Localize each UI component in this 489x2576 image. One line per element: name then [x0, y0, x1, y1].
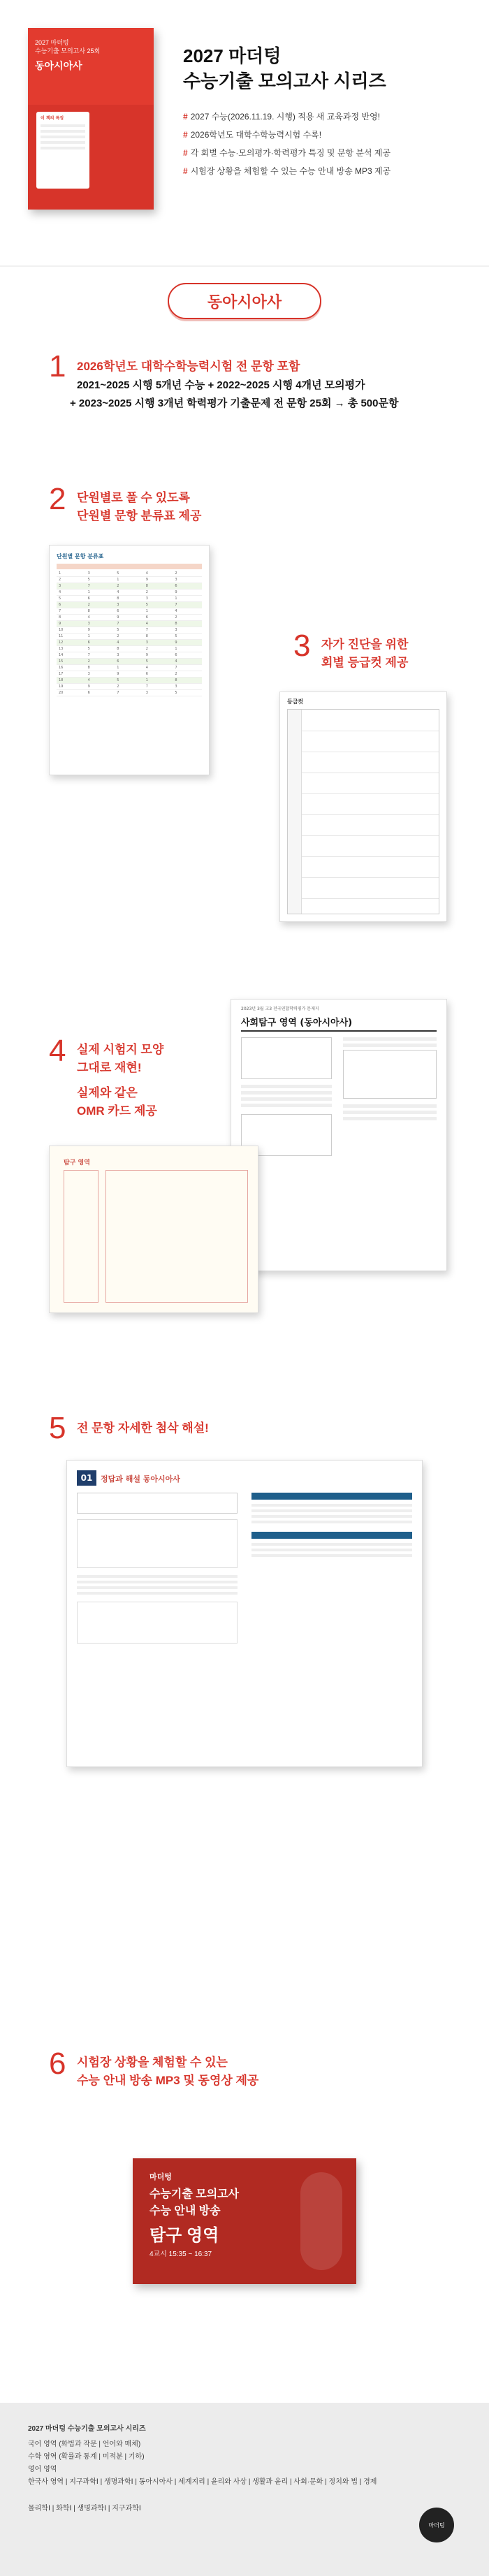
series-title: 수능기출 모의고사 시리즈 — [183, 71, 386, 92]
section-1-body-1: 2021~2025 시행 5개년 수능 + 2022~2025 시행 4개년 모의평가 — [77, 379, 365, 391]
feature-2-text: 2026학년도 대학수학능력시험 수록! — [190, 130, 322, 140]
feature-4 — [183, 165, 391, 177]
grade-cut-title: 등급컷 — [287, 698, 304, 705]
promo-line-2: 수능기출 모의고사 — [149, 2188, 240, 2200]
solution-badge: 01 — [77, 1470, 96, 1486]
feature-1-text: 2027 수능(2026.11.19. 시행) 적용 새 교육과정 반영! — [190, 112, 380, 122]
section-2-title: 단원별로 풀 수 있도록 — [77, 491, 190, 504]
section-4-number: 4 — [49, 1034, 66, 1068]
book-line-1: 2027 마더텅 — [35, 39, 69, 46]
solution-page-mock — [66, 1460, 423, 1767]
unit-table-mock — [49, 545, 210, 775]
promo-line-4: 탐구 영역 — [149, 2226, 219, 2245]
footer-line-4: 영어 영역 — [28, 2466, 57, 2473]
footer-line-6: 물리학Ⅰ | 화학Ⅰ | 생명과학Ⅰ | 지구과학Ⅰ — [28, 2505, 141, 2512]
section-5-number: 5 — [49, 1411, 66, 1445]
section-1-number: 1 — [49, 349, 66, 383]
hash-icon: # — [183, 112, 188, 122]
book-line-2: 수능기출 모의고사 25회 — [35, 47, 101, 54]
promo-line-1: 마더텅 — [149, 2173, 172, 2181]
section-6-title: 시험장 상황을 체험할 수 있는 — [77, 2056, 228, 2069]
book-cover — [28, 28, 154, 210]
feature-3 — [183, 147, 391, 159]
publisher-logo: 마더텅 — [419, 2508, 454, 2542]
solution-title: 정답과 해설 동아시아사 — [101, 1474, 180, 1484]
unit-table-title: 단원별 문항 분류표 — [57, 553, 104, 559]
hash-icon: # — [183, 166, 188, 176]
unit-table-rows: 1 3 5 4 2 2 5 1 9 3 3 7 2 8 6 4 1 4 2 9 5 6 8 3 1 6 2 3 5 7 7 8 6 1 4 8 4 9 6 2 9 3 7 4 8 10 9 5 7 3 11 1 2 8 5 12 6 4 3 9 13 5 8 2 1 14 7 3 9 6 15 2 6 5 4 16 8 1 4 7 17 3 9 6 2 18 4 5 1 8 19 9 2 7 3 20 6 7 3 5 — [57, 571, 202, 768]
divider — [0, 265, 489, 267]
section-2-number: 2 — [49, 482, 66, 516]
omr-title: 탐구 영역 — [64, 1159, 90, 1166]
exam-paper-mock — [231, 999, 447, 1271]
section-6-number: 6 — [49, 2047, 66, 2081]
footer-line-2: 국어 영역 (화법과 작문 | 언어와 매체) — [28, 2440, 141, 2448]
mp3-promo-card — [133, 2158, 356, 2284]
feature-2 — [183, 129, 321, 140]
exam-title: 사회탐구 영역 (동아시아사) — [241, 1018, 353, 1028]
exam-header: 2023년 3월 고3 전국연합학력평가 문제지 — [241, 1007, 319, 1011]
microphone-icon — [300, 2172, 342, 2270]
book-subject: 동아시아사 — [35, 60, 82, 71]
grade-cut-mock — [279, 691, 447, 922]
footer-line-1: 2027 마더텅 수능기출 모의고사 시리즈 — [28, 2425, 146, 2433]
section-4-title-4: OMR 카드 제공 — [77, 1104, 157, 1118]
hash-icon: # — [183, 148, 188, 158]
section-1-title: 2026학년도 대학수학능력시험 전 문항 포함 — [77, 360, 300, 373]
section-3-title: 자가 진단을 위한 — [321, 638, 409, 651]
section-1-body-2: + 2023~2025 시행 3개년 학력평가 기출문제 전 문항 25회 → 총 500문항 — [70, 397, 399, 409]
subject-pill: 동아시아사 — [168, 283, 321, 319]
section-4-title: 실제 시험지 모양 — [77, 1043, 164, 1056]
section-5-title: 전 문항 자세한 첨삭 해설! — [77, 1421, 209, 1435]
footer-line-3: 수학 영역 (확률과 통계 | 미적분 | 기하) — [28, 2453, 145, 2461]
section-4-title-3: 실제와 같은 — [77, 1086, 138, 1099]
footer-line-5: 한국사 영역 | 지구과학Ⅰ | 생명과학Ⅰ | 동아시아사 | 세계지리 | 윤리와 사상 | 생활과 윤리 | 사회·문화 | 정치와 법 | 경제 — [28, 2478, 377, 2486]
book-note — [36, 112, 89, 189]
series-year-title: 2027 마더텅 — [183, 45, 282, 66]
section-2-title-2: 단원별 문항 분류표 제공 — [77, 509, 202, 522]
omr-card-mock — [49, 1146, 258, 1313]
feature-4-text: 시험장 상황을 체험할 수 있는 수능 안내 방송 MP3 제공 — [190, 166, 391, 176]
book-note-title: 이 책의 특징 — [41, 116, 64, 121]
section-3-number: 3 — [293, 629, 311, 663]
hash-icon: # — [183, 130, 188, 140]
section-6-title-2: 수능 안내 방송 MP3 및 동영상 제공 — [77, 2074, 259, 2087]
promo-line-3: 수능 안내 방송 — [149, 2205, 221, 2217]
section-4-title-2: 그대로 재현! — [77, 1061, 142, 1074]
feature-3-text: 각 회별 수능·모의평가·학력평가 특징 및 문항 분석 제공 — [190, 148, 391, 158]
feature-1 — [183, 110, 380, 122]
promo-time: 4교시 15:35 ~ 16:37 — [149, 2251, 212, 2258]
section-3-title-2: 회별 등급컷 제공 — [321, 656, 409, 669]
